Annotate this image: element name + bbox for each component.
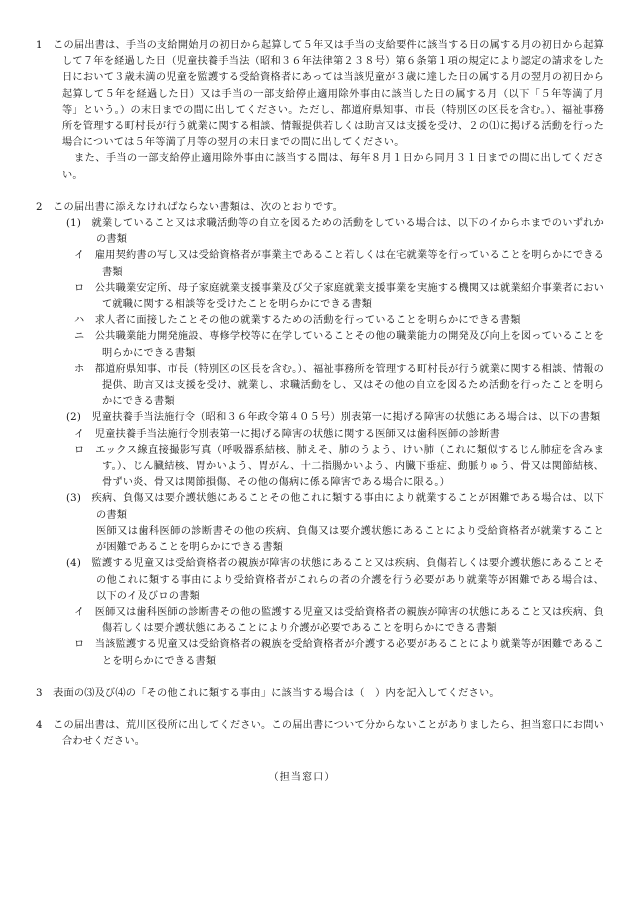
contact-window-label: （担当窓口） xyxy=(268,772,336,784)
section-3-paragraph: 3 表面の⑶及び⑷の「その他これに類する事由」に該当する場合は（ ）内を記入してください。 xyxy=(36,687,500,699)
item-4-header: (4) 監護する児童又は受給資格者の親族が障害の状態にあること又は疾病、負傷若しくは要介護状態にあることその他これに類する事由により受給資格者がこれらの者の介護を行う必要があり就業等が困難である場合は、以下のイ及びロの書類 xyxy=(66,558,604,602)
item-1-header: (1) 就業していること又は求職活動等の自立を図るための活動をしている場合は、以下のイからホまでのいずれかの書類 xyxy=(66,218,604,246)
item-4-i: イ 医師又は歯科医師の診断書その他の監護する児童又は受給資格者の親族が障害の状態にあること又は疾病、負傷若しくは要介護状態にあることにより介護が必要であることを明らかにできる書類 xyxy=(74,606,604,635)
notice-document xyxy=(0,38,630,787)
item-2-i: イ 児童扶養手当法施行令別表第一に掲げる障害の状態に関する医師又は歯科医師の診断書 xyxy=(74,428,500,440)
section-2-intro: 2 この届出書に添えなければならない書類は、次のとおりです。 xyxy=(36,201,344,213)
item-2-header: (2) 児童扶養手当法施行令（昭和３６年政令第４０５号）別表第一に掲げる障害の状態にある場合は、以下の書類 xyxy=(66,412,601,424)
item-1-ni: ニ 公共職業能力開発施設、専修学校等に在学していることその他の職業能力の開発及び向上を図っていることを明らかにできる書類 xyxy=(74,331,604,359)
section-1-paragraph: 1 この届出書は、手当の支給開始月の初日から起算して５年又は手当の支給要件に該当する日の属する月の初日から起算して７年を経過した日（児童扶養手当法（昭和３６年法律第２３８号）第６条第１項の規定により認定の請求をした日において３歳未満の児童を監護する受給資格者にあっては当該児童が３歳に達した日の属する月の翌月の初日から起算して５年を経過した日）又は手当の一部支給停止適用除外事由に該当した日の属する月（以下「５年等満了月等」という。）の末日までの間に出してください。ただし、都道府県知事、市長（特別区の区長を含む。）、福祉事務所を管理する町村長が行う就業に関する相談、情報提供若しくは助言又は支援を受け、２の⑴に掲げる活動を行った場合については５年等満了月等の翌月の末日までの間に出してください。 xyxy=(36,40,604,149)
item-2-ro: ロ エックス線直接撮影写真（呼吸器系結核、肺えそ、肺のうよう、けい肺（これに類似するじん肺症を含みます。）、じん臓結核、胃かいよう、胃がん、十二指腸かいよう、内臓下垂症、動脈りゅう、骨又は関節結核、骨ずい炎、骨又は関節損傷、その他の傷病に係る障害である場合に限る。） xyxy=(74,444,604,489)
item-1-i: イ 雇用契約書の写し又は受給資格者が事業主であること若しくは在宅就業等を行っていることを明らかにできる書類 xyxy=(74,250,604,278)
item-1-ho: ホ 都道府県知事、市長（特別区の区長を含む。）、福祉事務所を管理する町村長が行う就業に関する相談、情報の提供、助言又は支援を受け、就業し、求職活動をし、又はその他の自立を図るため活動を行ったことを明らかにできる書類 xyxy=(74,363,604,408)
section-4-paragraph: 4 この届出書は、荒川区役所に出してください。この届出書について分からないことがありましたら、担当窓口にお問い合わせください。 xyxy=(36,719,604,748)
item-1-ha: ハ 求人者に面接したことその他の就業するための活動を行っていることを明らかにできる書類 xyxy=(74,315,521,327)
item-4-ro: ロ 当該監護する児童又は受給資格者の親族を受給資格者が介護する必要があることにより就業等が困難であることを明らかにできる書類 xyxy=(74,639,604,667)
section-1-continuation: また、手当の一部支給停止適用除外事由に該当する間は、毎年８月１日から同月３１日までの間に出してください。 xyxy=(62,153,604,181)
item-3-header: (3) 疾病、負傷又は要介護状態にあることその他これに類する事由により就業することが困難である場合は、以下の書類 xyxy=(66,493,604,521)
item-3-body: 医師又は歯科医師の診断書その他の疾病、負傷又は要介護状態にあることにより受給資格者が就業することが困難であることを明らかにできる書類 xyxy=(96,525,604,554)
item-1-ro: ロ 公共職業安定所、母子家庭就業支援事業及び父子家庭就業支援事業を実施する機関又は就業紹介事業者において就職に関する相談等を受けたことを明らかにできる書類 xyxy=(74,282,604,311)
